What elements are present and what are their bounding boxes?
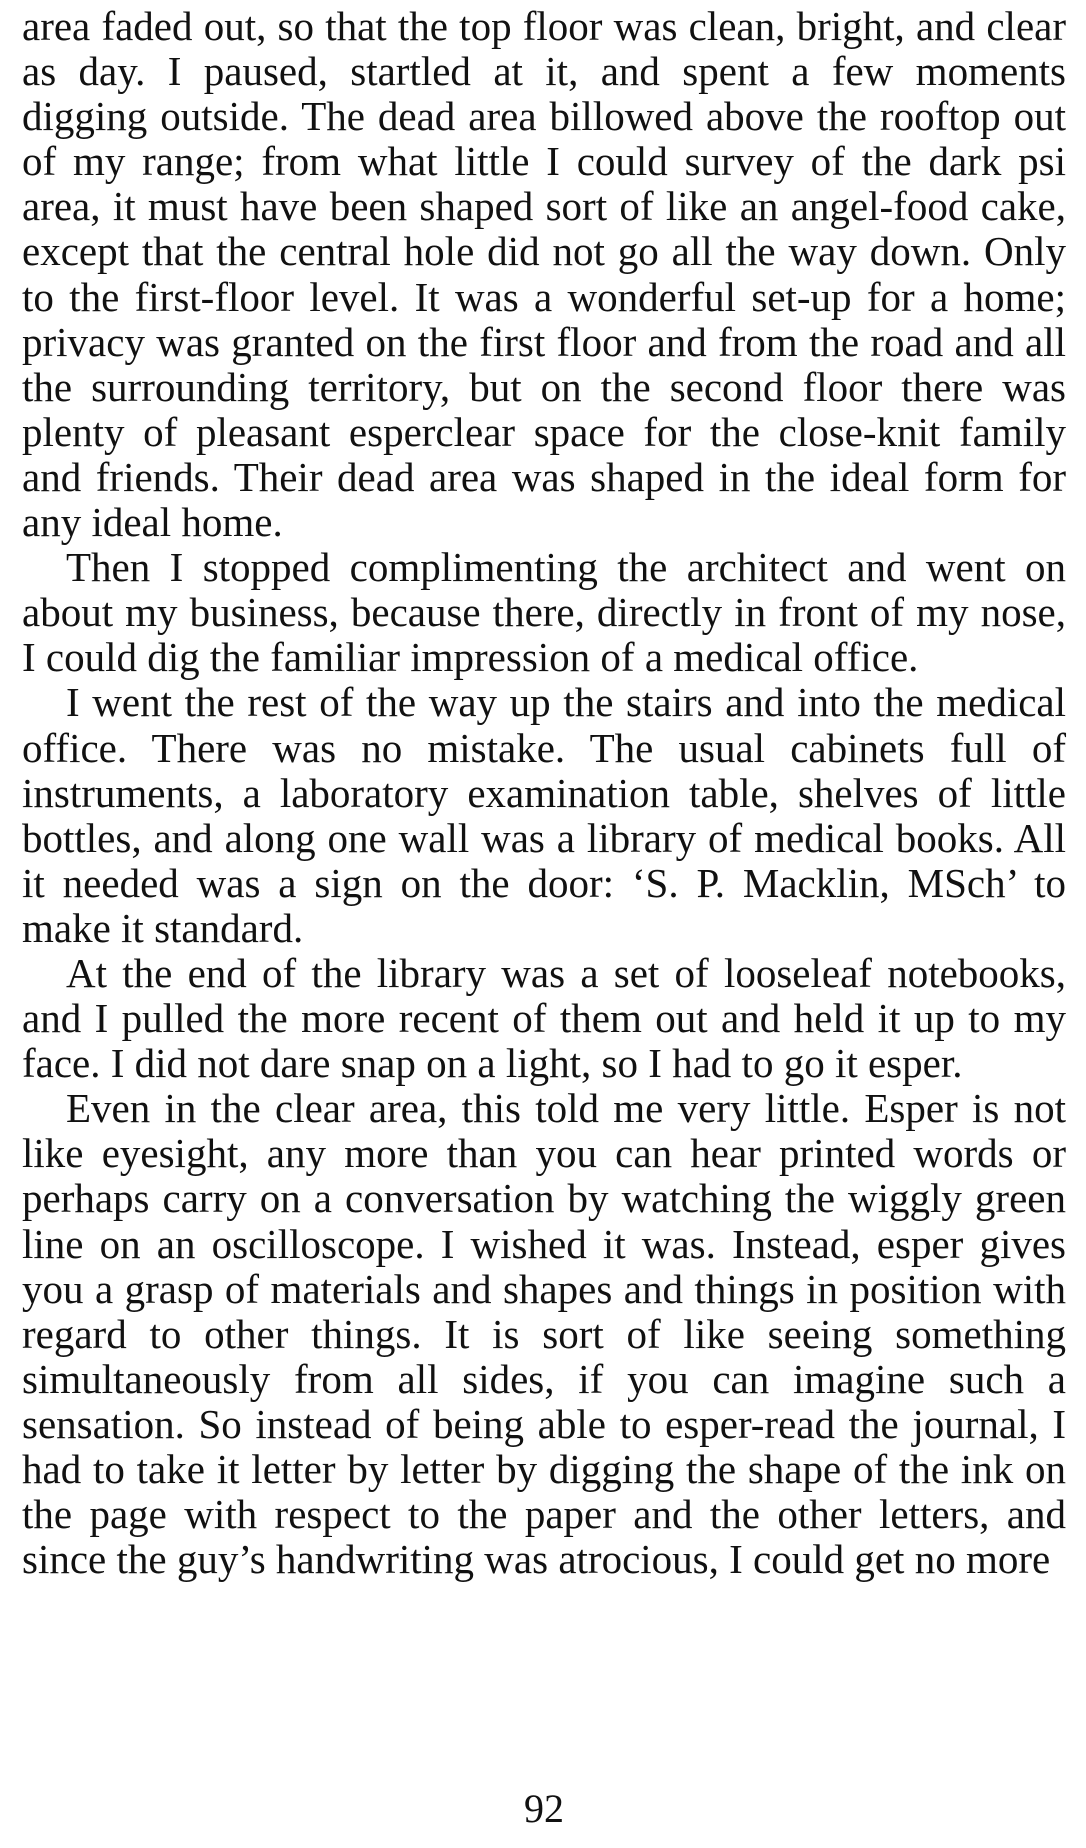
body-text [22,4,1066,1582]
paragraph-1: area faded out, so that the top floor was clean, bright, and clear as day. I paused, startled at it, and spent a few moments digging outside. The dead area billowed above the rooftop out of my range; from what little I could survey of the dark psi area, it must have been shaped sort of like an angel-food cake, except that the central hole did not go all the way down. Only to the first-floor level. It was a wonderful set-up for a home; privacy was granted on the first floor and from the road and all the surrounding territory, but on the second floor there was plenty of pleasant esperclear space for the close-knit family and friends. Their dead area was shaped in the ideal form for any ideal home. [22,3,1066,546]
paragraph-2: Then I stopped complimenting the architect and went on about my business, because there, directly in front of my nose, I could dig the familiar impression of a medical office. [22,544,1066,681]
page-number: 92 [524,1786,564,1831]
paragraph-4: At the end of the library was a set of looseleaf notebooks, and I pulled the more recent of them out and held it up to my face. I did not dare snap on a light, so I had to go it esper. [22,949,1066,1087]
book-page [22,4,1066,1844]
paragraph-5: Even in the clear area, this told me very little. Esper is not like eyesight, any more than you can hear printed words or perhaps carry on a conversation by watching the wiggly green line on an oscilloscope. I wished it was. Instead, esper gives you a grasp of materials and shapes and things in position with regard to other things. It is sort of like seeing something simultaneously from all sides, if you can imagine such a sensation. So instead of being able to esper-read the journal, I had to take it letter by letter by digging the shape of the ink on the page with respect to the paper and the other letters, and since the guy’s handwriting was atrocious, I could get no more [22,1085,1066,1583]
paragraph-3: I went the rest of the way up the stairs and into the medical office. There was no mistake. The usual cabinets full of instruments, a laboratory examination table, shelves of little bottles, and along one wall was a library of medical books. All it needed was a sign on the door: ‘S. P. Macklin, MSch’ to make it standard. [22,679,1066,951]
